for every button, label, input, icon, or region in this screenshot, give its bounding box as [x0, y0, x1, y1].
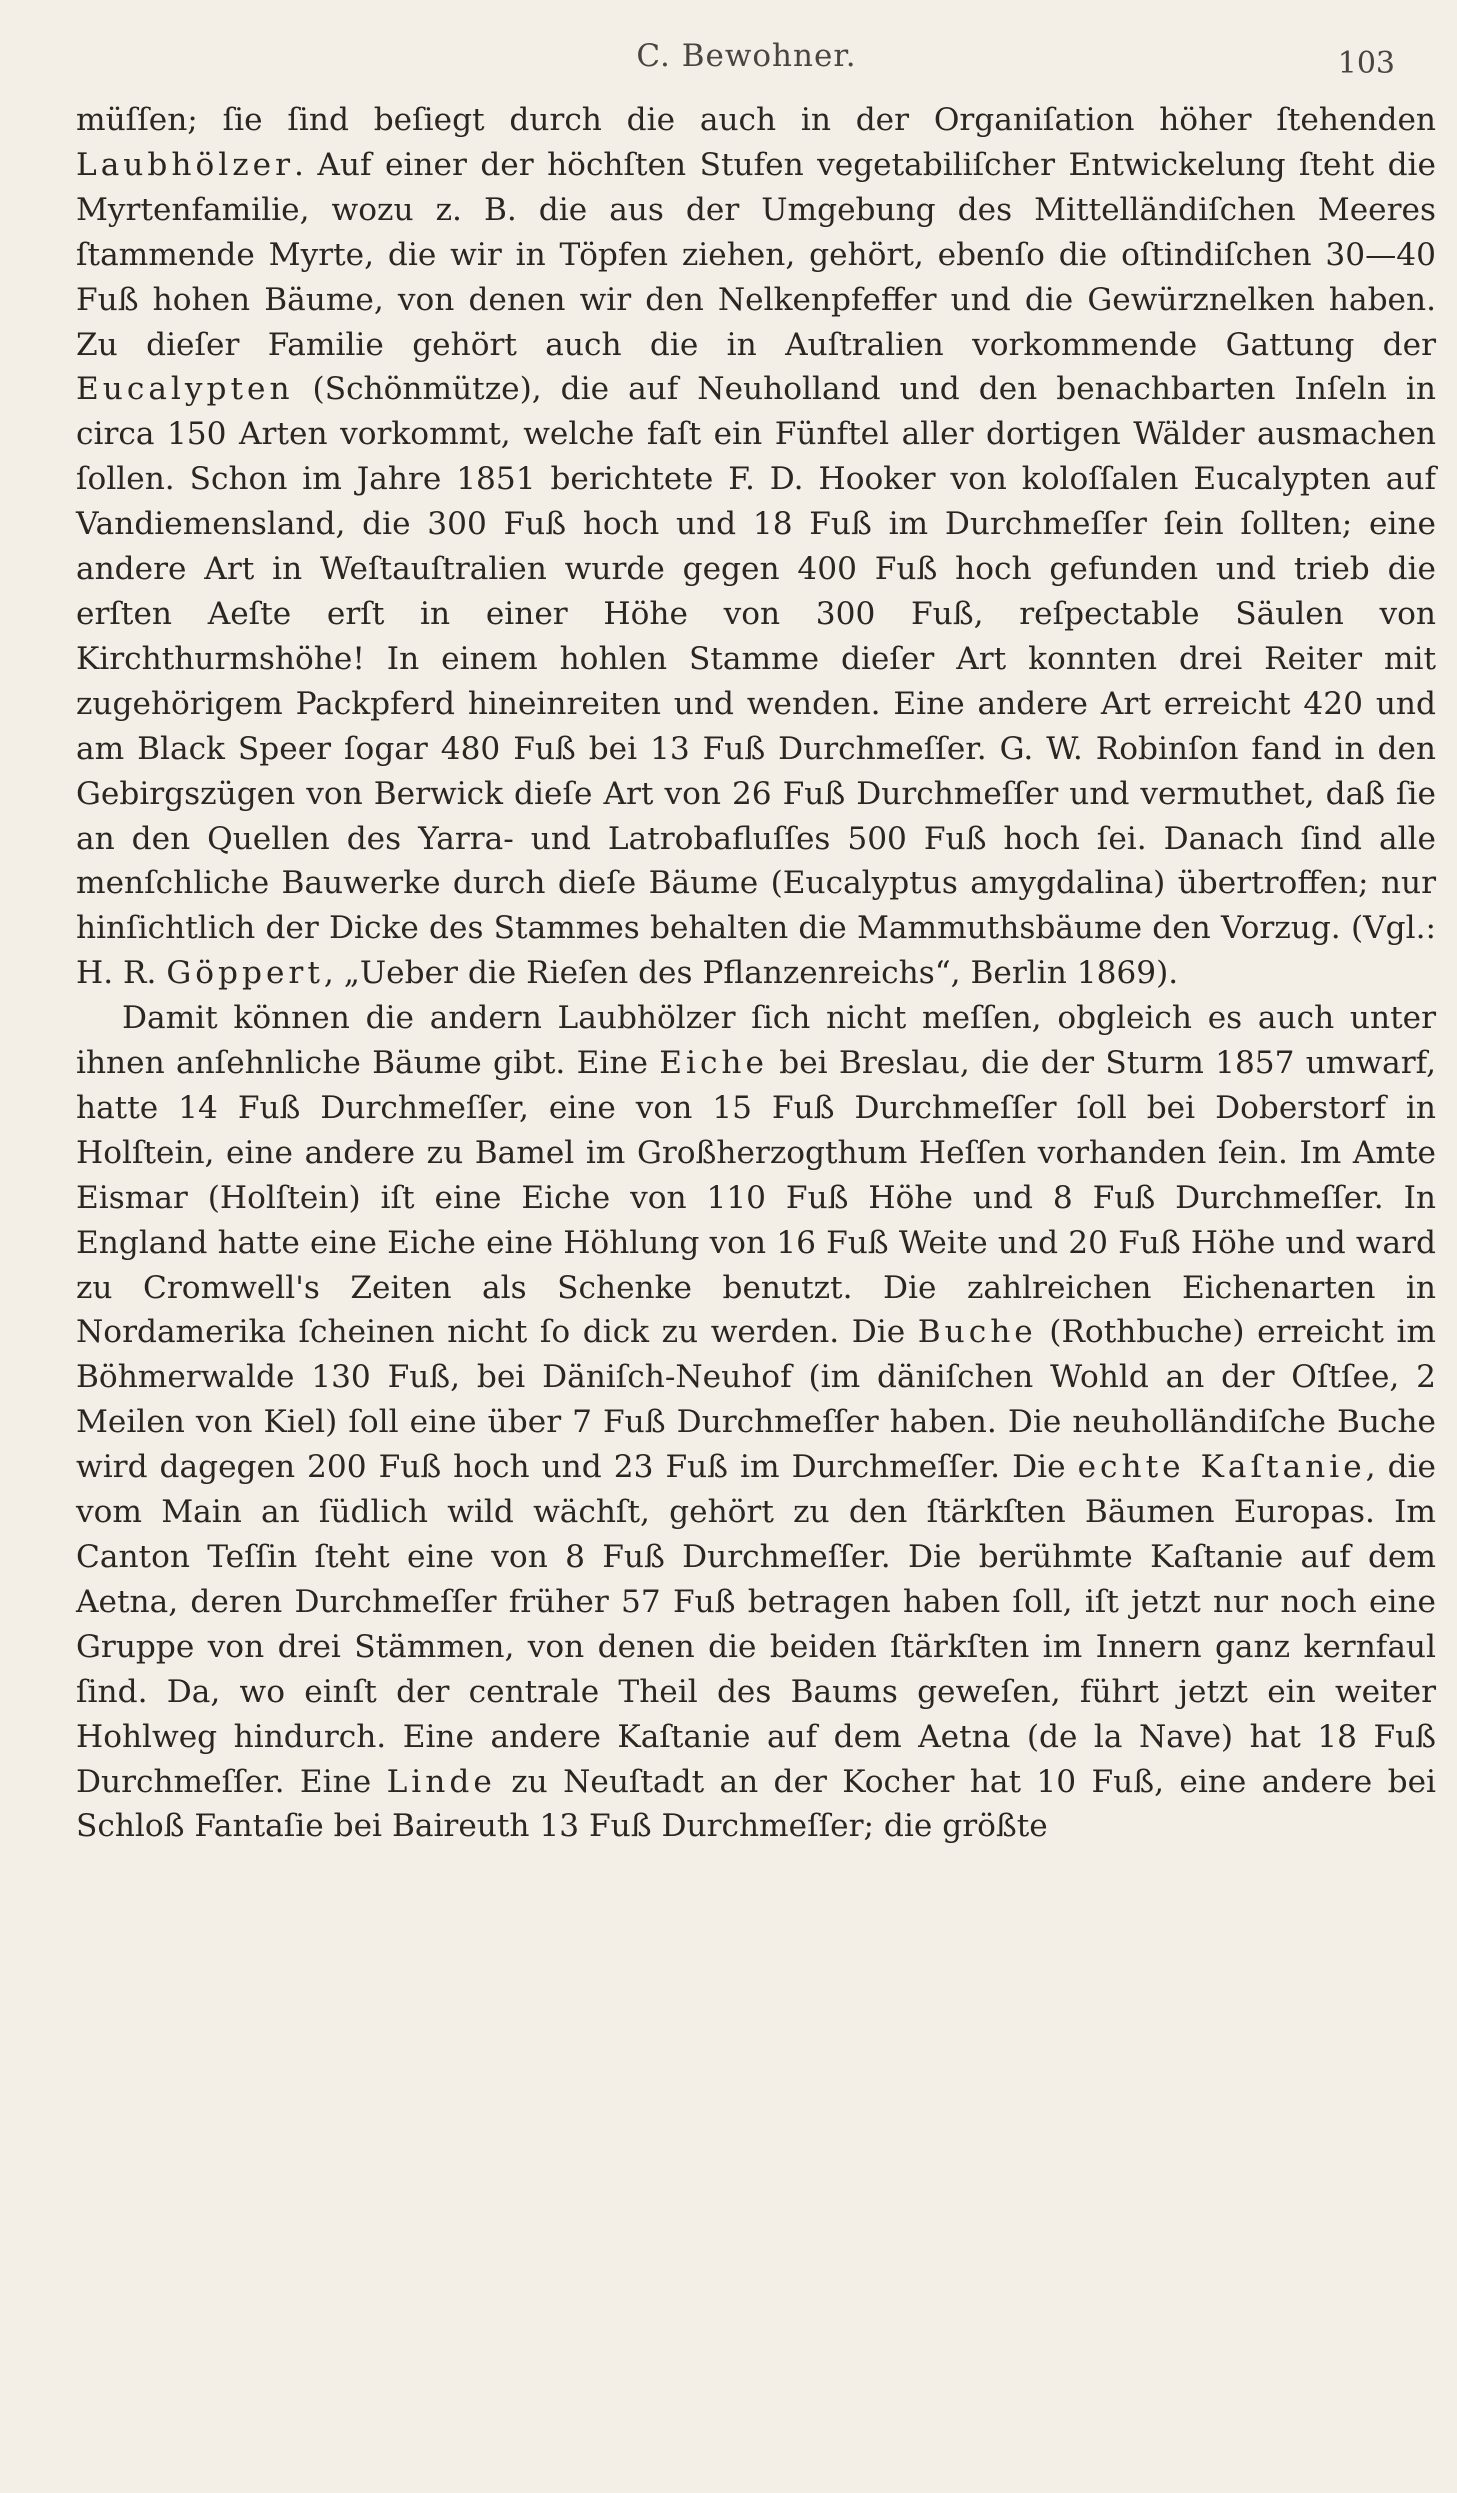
text-run: , die vom Main an ſüdlich wild wächſt, gehört zu den ſtärkſten Bäumen Europas. Im Canton Teſſin ſteht eine von 8 Fuß Durchmeſſer. Die berühmte Kaſtanie auf dem Aetna, deren Durchmeſſer früher 57 Fuß betragen haben ſoll, iſt jetzt nur noch eine Gruppe von drei Stämmen, von denen die beiden ſtärkſten im Innern ganz kernfaul ſind. Da, wo einſt der centrale Theil des Baums geweſen, führt jetzt ein weiter Hohlweg hindurch. Eine andere Kaſtanie auf dem Aetna (de la Nave) hat 18 Fuß Durchmeſſer. Eine: [76, 1449, 1436, 1800]
running-head: C. Bewohner.: [636, 38, 857, 74]
paragraph: [76, 996, 1436, 1849]
emphasized-term: Laubhölzer: [76, 146, 294, 183]
emphasized-term: echte Kaſtanie: [1077, 1449, 1366, 1486]
emphasized-term: Buche: [917, 1314, 1037, 1351]
page-header: [76, 38, 1417, 81]
text-run: . Auf einer der höchſten Stufen vegetabiliſcher Entwickelung ſteht die Myrtenfamilie, wozu z. B. die aus der Umgebung des Mittelländiſchen Meeres ſtammende Myrte, die wir in Töpfen ziehen, gehört, ebenſo die oſtindiſchen 30—40 Fuß hohen Bäume, von denen wir den Nelkenpfeffer und die Gewürznelken haben. Zu dieſer Familie gehört auch die in Auſtralien vorkommende Gattung der: [76, 146, 1436, 363]
emphasized-term: Eiche: [659, 1045, 768, 1082]
text-run: zu Neuſtadt an der Kocher hat 10 Fuß, eine andere bei Schloß Fantaſie bei Baireuth 13 Fuß Durchmeſſer; die größte: [76, 1763, 1436, 1845]
text-run: Damit können die andern Laubhölzer ſich nicht meſſen, obgleich es auch unter ihnen anſehnliche Bäume gibt. Eine: [76, 1000, 1436, 1082]
text-run: (Rothbuche) erreicht im Böhmerwalde 130 Fuß, bei Däniſch-Neuhof (im däniſchen Wohld an der Oſtſee, 2 Meilen von Kiel) ſoll eine über 7 Fuß Durchmeſſer haben. Die neuholländiſche Buche wird dagegen 200 Fuß hoch und 23 Fuß im Durchmeſſer. Die: [76, 1314, 1436, 1486]
paragraph: [76, 98, 1436, 996]
emphasized-term: Göppert: [166, 955, 324, 992]
text-run: bei Breslau, die der Sturm 1857 umwarf, hatte 14 Fuß Durchmeſſer, eine von 15 Fuß Durchmeſſer ſoll bei Doberstorf in Holſtein, eine andere zu Bamel im Großherzogthum Heſſen vorhanden ſein. Im Amte Eismar (Holſtein) iſt eine Eiche von 110 Fuß Höhe und 8 Fuß Durchmeſſer. In England hatte eine Eiche eine Höhlung von 16 Fuß Weite und 20 Fuß Höhe und ward zu Cromwell's Zeiten als Schenke benutzt. Die zahlreichen Eichenarten in Nordamerika ſcheinen nicht ſo dick zu werden. Die: [76, 1045, 1436, 1351]
page-number: 103: [1337, 46, 1395, 81]
emphasized-term: Linde: [386, 1763, 496, 1800]
emphasized-term: Eucalypten: [76, 371, 294, 408]
body-text: [76, 98, 1436, 1849]
text-run: (Schönmütze), die auf Neuholland und den benachbarten Inſeln in circa 150 Arten vorkommt, welche faſt ein Fünftel aller dortigen Wälder ausmachen ſollen. Schon im Jahre 1851 berichtete F. D. Hooker von koloſſalen Eucalypten auf Vandiemensland, die 300 Fuß hoch und 18 Fuß im Durchmeſſer ſein ſollten; eine andere Art in Weſtauſtralien wurde gegen 400 Fuß hoch gefunden und trieb die erſten Aeſte erſt in einer Höhe von 300 Fuß, reſpectable Säulen von Kirchthurmshöhe! In einem hohlen Stamme dieſer Art konnten drei Reiter mit zugehörigem Packpferd hineinreiten und wenden. Eine andere Art erreicht 420 und am Black Speer ſogar 480 Fuß bei 13 Fuß Durchmeſſer. G. W. Robinſon fand in den Gebirgszügen von Berwick dieſe Art von 26 Fuß Durchmeſſer und vermuthet, daß ſie an den Quellen des Yarra- und Latrobafluſſes 500 Fuß hoch ſei. Danach ſind alle menſchliche Bauwerke durch dieſe Bäume (Eucalyptus amygdalina) übertroffen; nur hinſichtlich der Dicke des Stammes behalten die Mammuthsbäume den Vorzug. (Vgl.: H. R.: [76, 371, 1436, 992]
text-run: müſſen; ſie ſind beſiegt durch die auch in der Organiſation höher ſtehenden: [76, 102, 1436, 138]
text-run: , „Ueber die Rieſen des Pflanzenreichs“, Berlin 1869).: [323, 955, 1179, 992]
